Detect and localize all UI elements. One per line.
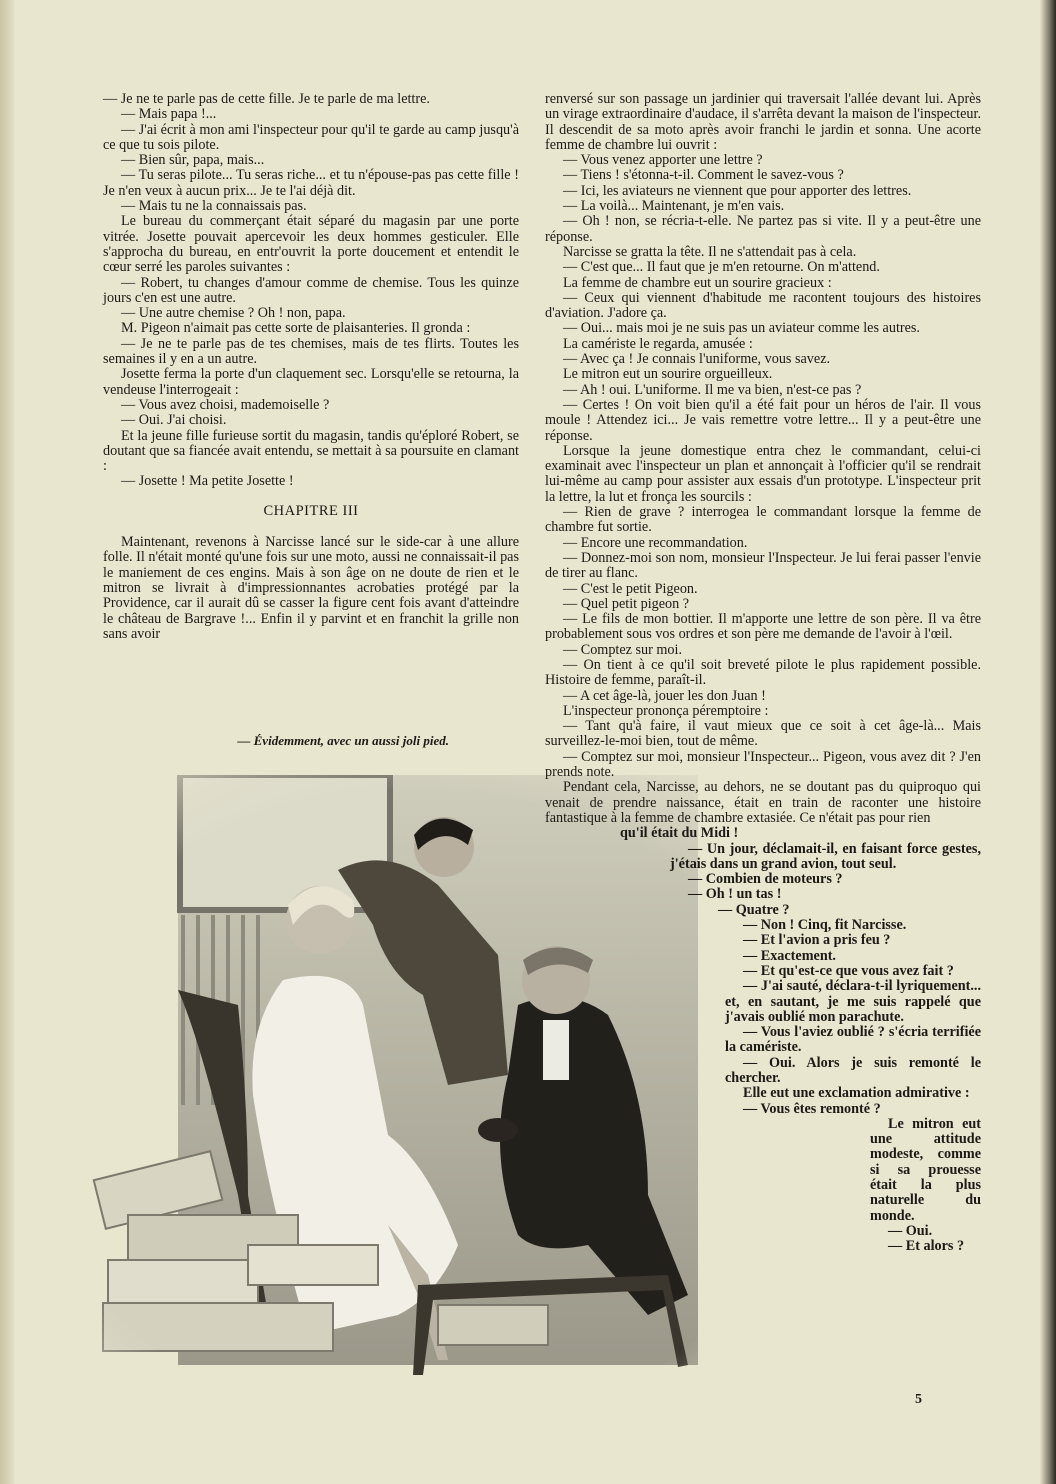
paragraph: Et la jeune fille furieuse sortit du magasin, tandis qu'éploré Robert, se doutant que sa fiancée avait entendu, se mettait à sa poursuite en clamant : <box>103 427 519 475</box>
paragraph: — Bien sûr, papa, mais... <box>121 152 265 169</box>
paragraph: — Non ! Cinq, fit Narcisse. <box>743 917 907 934</box>
paragraph: M. Pigeon n'aimait pas cette sorte de plaisanteries. Il gronda : <box>121 320 471 337</box>
paragraph: La caméristе le regarda, amusée : <box>563 335 753 352</box>
paragraph: — Vous avez choisi, mademoiselle ? <box>121 396 330 413</box>
paragraph: — Oh ! non, se récria-t-elle. Ne partez pas si vite. Il y a peut-être une réponse. <box>545 213 981 245</box>
paragraph: — Oui. J'ai choisi. <box>121 412 227 429</box>
paragraph: — A cet âge-là, jouer les don Juan ! <box>563 687 766 704</box>
paragraph: qu'il était du Midi ! <box>620 825 739 842</box>
paragraph: — Exactement. <box>743 947 836 964</box>
paragraph: — Je ne te parle pas de cette fille. Je te parle de ma lettre. <box>103 91 430 107</box>
paragraph: — Un jour, déclamait-il, en faisant force gestes, j'étais dans un grand avion, tout seul. <box>670 840 981 872</box>
paragraph: — Avec ça ! Je connais l'uniforme, vous savez. <box>563 351 831 368</box>
paragraph: — Le fils de mon bottier. Il m'apporte une lettre de son père. Il va être probablement sous vos ordres et son père me demande de l'avoir à l'œil. <box>545 611 981 643</box>
paragraph: — On tient à ce qu'il soit breveté pilote le plus rapidement possible. Histoire de femme, paraît-il. <box>545 656 981 689</box>
left-column <box>103 92 519 642</box>
paragraph: — Oui. <box>888 1222 933 1239</box>
paragraph: — Oui... mais moi je ne suis pas un aviateur comme les autres. <box>563 320 920 337</box>
paragraph: — Combien de moteurs ? <box>688 871 843 888</box>
wrapped-dialogue <box>545 826 981 1254</box>
paragraph: — Tu seras pilote... Tu seras riche... et tu n'épouse-pas pas cette fille ! Je n'en veux à aucun prix... Je te l'ai déjà dit. <box>103 167 519 199</box>
photo-caption: — Évidemment, avec un aussi joli pied. <box>237 733 449 748</box>
paragraph: — Et l'avion a pris feu ? <box>743 932 891 949</box>
paragraph: Le mitron eut un sourire orgueilleux. <box>563 366 773 383</box>
paragraph: — Josette ! Ma petite Josette ! <box>121 473 294 490</box>
paragraph: — Tant qu'à faire, il vaut mieux que ce soit à cet âge-là... Mais surveillez-le-moi bien, tout de même. <box>545 718 981 750</box>
paragraph: — Ici, les aviateurs ne viennent que pour apporter des lettres. <box>563 182 912 199</box>
paragraph: — Je ne te parle pas de tes chemises, mais de tes flirts. Toutes les semaines il y en a un autre. <box>103 335 519 368</box>
paragraph: — Vous l'aviez oublié ? s'écria terrifiée la caméristе. <box>725 1024 981 1056</box>
paragraph: — Certes ! On voit bien qu'il a été fait pour un héros de l'air. Il vous moule ! Attendez ici... Je vais remettre votre lettre... Il y a peut-être une réponse. <box>545 396 981 444</box>
paragraph: L'inspecteur prononça péremptoire : <box>563 702 769 719</box>
paragraph: — Quatre ? <box>718 901 790 918</box>
paragraph: Pendant cela, Narcisse, au dehors, ne se doutant pas du quiproquo qui venait de prendre naissance, était en train de raconter une histoire fantastique à la femme de chambre extasiée. Ce n'était pas pour rien <box>545 779 981 826</box>
paragraph: — C'est le petit Pigeon. <box>563 580 698 597</box>
paragraph: Elle eut une exclamation admirative : <box>743 1085 970 1102</box>
paragraph: — J'ai sauté, déclara-t-il lyriquement... et, en sautant, je me suis rappelé que j'avais oublié mon parachute. <box>725 978 981 1025</box>
page-number: 5 <box>915 1392 922 1407</box>
paragraph: — Oui. Alors je suis remonté le chercher. <box>725 1054 981 1086</box>
paragraph: — Rien de grave ? interrogea le commandant lorsque la femme de chambre fut sortie. <box>545 504 981 536</box>
paragraph: Le mitron eut une attitude modeste, comme si sa prouesse était la plus naturelle du monde. <box>870 1115 981 1224</box>
paragraph: — Donnez-moi son nom, monsieur l'Inspecteur. Je lui ferai passer l'envie de tirer au flanc. <box>545 549 981 582</box>
paragraph: — Une autre chemise ? Oh ! non, papa. <box>121 305 346 322</box>
page-edge-right <box>1040 0 1056 1484</box>
paragraph: La femme de chambre eut un sourire gracieux : <box>563 274 832 291</box>
paragraph: — Et qu'est-ce que vous avez fait ? <box>743 962 954 979</box>
paragraph: — Ceux qui viennent d'habitude me racontent toujours des histoires d'aviation. J'adore ça. <box>545 289 981 322</box>
paragraph: — Et alors ? <box>888 1238 965 1255</box>
right-column <box>545 92 981 1255</box>
paragraph: Maintenant, revenons à Narcisse lancé sur le side-car à une allure folle. Il n'était monté qu'une fois sur une moto, aussi ne connaissait-il pas le maniement de ces engins. Mais à son âge on ne doute de rien et le mitron se livrait à d'impressionnantes acrobaties protégé par la Providence, car il aurait dû se casser la figure cent fois avant d'atteindre le château de Bargrave !... Enfin il y parvint et en franchit la grille non sans avoir <box>103 534 519 642</box>
paragraph: — J'ai écrit à mon ami l'inspecteur pour qu'il te garde au camp jusqu'à ce que tu sois pilote. <box>103 121 519 153</box>
paragraph: — Quel petit pigeon ? <box>563 595 690 612</box>
paragraph: Narcisse se gratta la tête. Il ne s'attendait pas à cela. <box>563 243 857 260</box>
paragraph: — Tiens ! s'étonna-t-il. Comment le savez-vous ? <box>563 167 844 184</box>
paragraph: — Mais papa !... <box>121 106 217 123</box>
paragraph: — Vous venez apporter une lettre ? <box>563 152 763 169</box>
paragraph: — Comptez sur moi, monsieur l'Inspecteur... Pigeon, vous avez dit ? J'en prends note. <box>545 748 981 781</box>
page-edge-left <box>0 0 14 1484</box>
paragraph: Josette ferma la porte d'un claquement sec. Lorsqu'elle se retourna, la vendeuse l'interrogeait : <box>103 366 519 398</box>
paragraph: — Encore une recommandation. <box>563 534 748 551</box>
paragraph: renversé sur son passage un jardinier qui traversait l'allée devant lui. Après un virage extraordinaire d'audace, il s'arrêta devant la maison de l'inspecteur. Il descendit de sa moto après avoir franchi le jardin et sonna. Une acorte femme de chambre lui ouvrit : <box>545 91 981 153</box>
paragraph: — Mais tu ne la connaissais pas. <box>121 198 307 215</box>
chapter-title: CHAPITRE III <box>263 502 359 519</box>
paragraph: — Ah ! oui. L'uniforme. Il me va bien, n'est-ce pas ? <box>563 381 862 398</box>
paragraph: — Oh ! un tas ! <box>688 886 782 903</box>
paragraph: — Comptez sur moi. <box>563 641 683 658</box>
paragraph: — La voilà... Maintenant, je m'en vais. <box>563 198 785 215</box>
paragraph: Le bureau du commerçant était séparé du magasin par une porte vitrée. Josette pouvait apercevoir les deux hommes gesticuler. Elle s'approcha du bureau, en entr'ouvrit la porte doucement et entendit le cœur serré les paroles suivantes : <box>103 213 519 276</box>
paragraph: Lorsque la jeune domestique entra chez le commandant, celui-ci examinait avec l'inspecteur un plan et annonçait à l'officier qu'il se rendrait lui-même au camp pour assister aux essais d'un prototype. L'inspecteur prit la lettre, la lut et fronça les sourcils : <box>545 442 981 505</box>
paragraph: — Vous êtes remonté ? <box>743 1100 881 1117</box>
paragraph: — C'est que... Il faut que je m'en retourne. On m'attend. <box>563 259 880 276</box>
paragraph: — Robert, tu changes d'amour comme de chemise. Tous les quinze jours c'en est une autre. <box>103 274 519 306</box>
